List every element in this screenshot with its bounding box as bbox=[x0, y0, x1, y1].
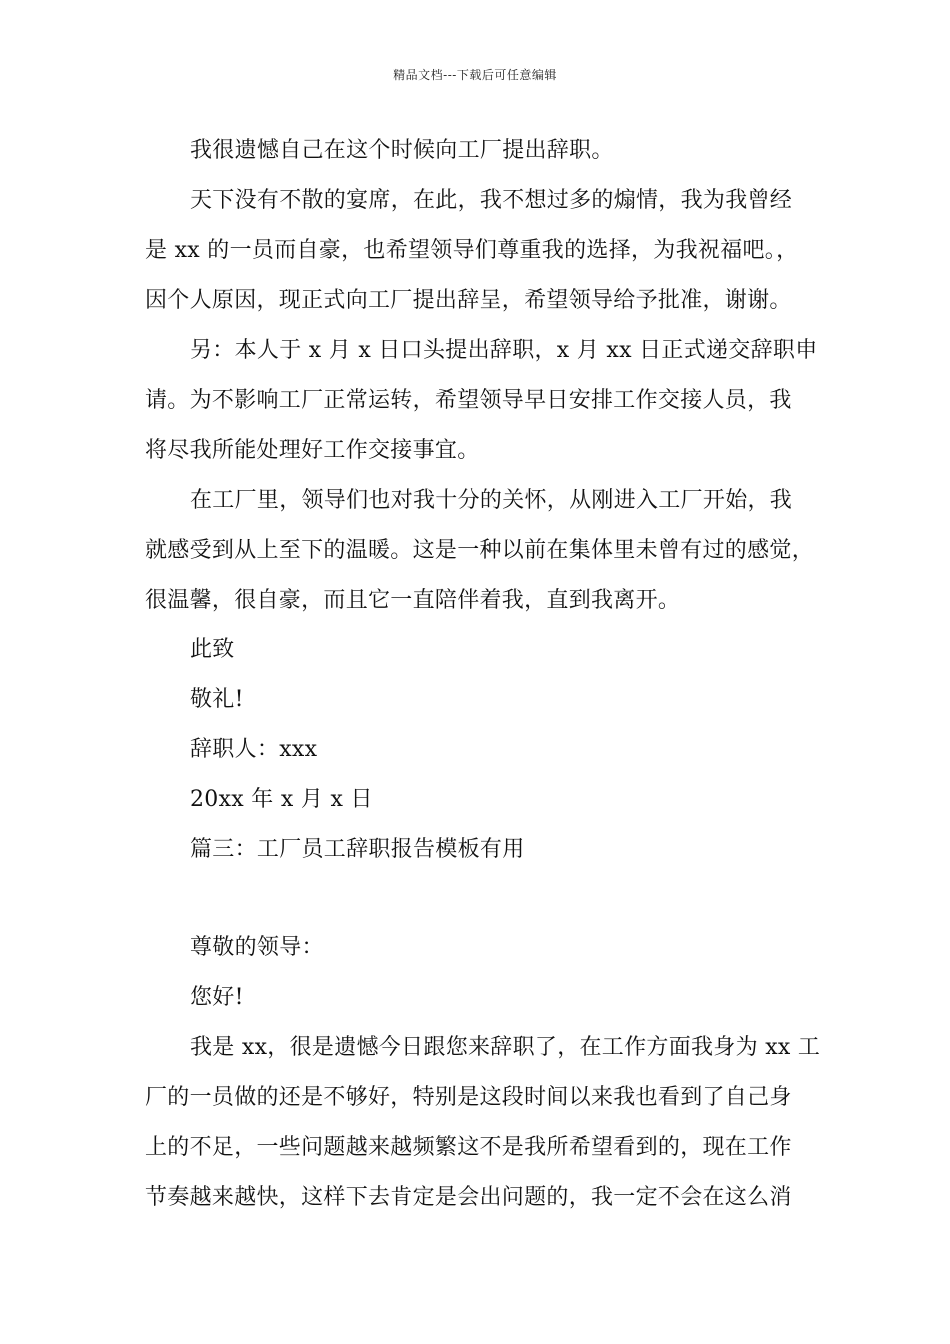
section-title: 篇三：工厂员工辞职报告模板有用 bbox=[190, 837, 525, 862]
text-line: 厂的一员做的还是不够好，特别是这段时间以来我也看到了自己身 bbox=[145, 1085, 792, 1110]
text-line: 将尽我所能处理好工作交接事宜。 bbox=[145, 438, 480, 463]
text-line: 节奏越来越快，这样下去肯定是会出问题的，我一定不会在这么消 bbox=[145, 1185, 792, 1210]
text-line: 就感受到从上至下的温暖。这是一种以前在集体里未曾有过的感觉， bbox=[145, 538, 815, 563]
text-line: 在工厂里，领导们也对我十分的关怀，从刚进入工厂开始，我 bbox=[190, 488, 793, 513]
signature-line: 辞职人：xxx bbox=[190, 737, 318, 762]
greeting-hello: 您好! bbox=[190, 985, 244, 1010]
text-line: 是 xx 的一员而自豪，也希望领导们尊重我的选择，为我祝福吧。， bbox=[145, 238, 799, 263]
text-line: 另：本人于 x 月 x 日口头提出辞职，x 月 xx 日正式递交辞职申 bbox=[190, 338, 818, 363]
page-header: 精品文档---下载后可任意编辑 bbox=[393, 68, 557, 82]
text-line: 因个人原因，现正式向工厂提出辞呈，希望领导给予批准，谢谢。 bbox=[145, 288, 792, 313]
text-line: 请。为不影响工厂正常运转，希望领导早日安排工作交接人员，我 bbox=[145, 388, 792, 413]
closing-regards: 敬礼! bbox=[190, 687, 244, 712]
text-line: 天下没有不散的宴席，在此，我不想过多的煽情，我为我曾经 bbox=[190, 188, 793, 213]
greeting-line: 尊敬的领导： bbox=[190, 935, 324, 960]
text-line: 很温馨，很自豪，而且它一直陪伴着我，直到我离开。 bbox=[145, 588, 681, 613]
date-line: 20xx 年 x 月 x 日 bbox=[190, 787, 373, 812]
closing-salutation: 此致 bbox=[190, 637, 235, 662]
text-line: 上的不足，一些问题越来越频繁这不是我所希望看到的，现在工作 bbox=[145, 1135, 792, 1160]
text-line: 我很遗憾自己在这个时候向工厂提出辞职。 bbox=[190, 138, 614, 163]
text-line: 我是 xx，很是遗憾今日跟您来辞职了，在工作方面我身为 xx 工 bbox=[190, 1035, 821, 1060]
